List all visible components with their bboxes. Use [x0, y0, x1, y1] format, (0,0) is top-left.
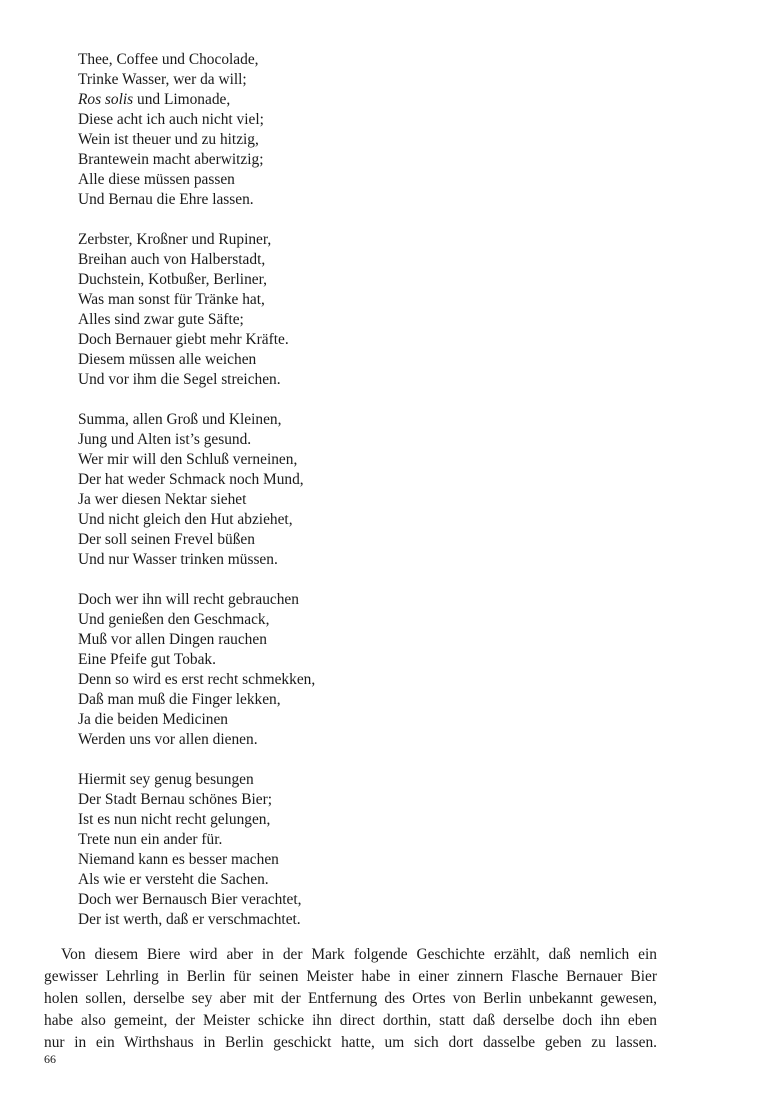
stanza — [78, 410, 678, 570]
poem-line: Brantewein macht aberwitzig; — [78, 151, 264, 168]
poem-line: Ist es nun nicht recht gelungen, — [78, 811, 271, 828]
poem-line: Und nur Wasser trinken müssen. — [78, 551, 278, 568]
poem-line: Werden uns vor allen dienen. — [78, 731, 258, 748]
poem-line: Der Stadt Bernau schönes Bier; — [78, 791, 273, 808]
stanza — [78, 50, 678, 210]
poem-line: Summa, allen Groß und Kleinen, — [78, 411, 282, 428]
prose-line: nur in ein Wirthshaus in Berlin geschickt hatte, um sich dort dasselbe geben zu lassen. — [44, 1034, 657, 1051]
poem-line: Alles sind zwar gute Säfte; — [78, 311, 244, 328]
poem-line: Diesem müssen alle weichen — [78, 351, 257, 368]
poem-line — [78, 90, 678, 110]
poem-line: Wer mir will den Schluß verneinen, — [78, 451, 298, 468]
poem-line: Alle diese müssen passen — [78, 171, 235, 188]
poem-line: Der hat weder Schmack noch Mund, — [78, 471, 304, 488]
poem-line: Und nicht gleich den Hut abziehet, — [78, 511, 293, 528]
poem-line: Doch Bernauer giebt mehr Kräfte. — [78, 331, 289, 348]
prose-line: holen sollen, derselbe sey aber mit der Entfernung des Ortes von Berlin unbekannt gewesen, — [44, 990, 657, 1007]
poem-line: Muß vor allen Dingen rauchen — [78, 631, 267, 648]
poem-line: Ja die beiden Medicinen — [78, 711, 229, 728]
poem-line: Der ist werth, daß er verschmachtet. — [78, 911, 301, 928]
poem-line: Als wie er versteht die Sachen. — [78, 871, 269, 888]
poem-line: Breihan auch von Halberstadt, — [78, 251, 266, 268]
poem-line: Denn so wird es erst recht schmekken, — [78, 671, 316, 688]
poem-line: Und Bernau die Ehre lassen. — [78, 191, 254, 208]
poem-line: Niemand kann es besser machen — [78, 851, 279, 868]
poem-line: Doch wer Bernausch Bier verachtet, — [78, 891, 302, 908]
poem-line: Daß man muß die Finger lekken, — [78, 691, 281, 708]
poem-line: Wein ist theuer und zu hitzig, — [78, 131, 259, 148]
prose-line: gewisser Lehrling in Berlin für seinen Meister habe in einer zinnern Flasche Bernauer Bier — [44, 968, 657, 985]
latin-term: Ros solis — [78, 91, 134, 108]
stanza — [78, 230, 678, 390]
poem-line: Was man sonst für Tränke hat, — [78, 291, 265, 308]
poem-line: Und genießen den Geschmack, — [78, 611, 270, 628]
poem-line: Jung und Alten ist’s gesund. — [78, 431, 252, 448]
poem-line: Doch wer ihn will recht gebrauchen — [78, 591, 299, 608]
poem-line: Trinke Wasser, wer da will; — [78, 71, 247, 88]
poem-line: Diese acht ich auch nicht viel; — [78, 111, 264, 128]
prose-paragraph — [44, 944, 657, 1054]
poem-line: Trete nun ein ander für. — [78, 831, 223, 848]
poem-line: Duchstein, Kotbußer, Berliner, — [78, 271, 267, 288]
prose-line: habe also gemeint, der Meister schicke ihn direct dorthin, statt daß derselbe doch ihn eben — [44, 1012, 657, 1029]
poem-line: Zerbster, Kroßner und Rupiner, — [78, 231, 272, 248]
page-number: 66 — [44, 1052, 56, 1066]
poem-line: Hiermit sey genug besungen — [78, 771, 254, 788]
stanza — [78, 590, 678, 750]
poem — [78, 50, 678, 950]
poem-line: Thee, Coffee und Chocolade, — [78, 51, 259, 68]
stanza — [78, 770, 678, 930]
poem-line: Eine Pfeife gut Tobak. — [78, 651, 216, 668]
poem-line: Ja wer diesen Nektar siehet — [78, 491, 247, 508]
prose-line: Von diesem Biere wird aber in der Mark folgende Geschichte erzählt, daß nemlich ein — [61, 946, 657, 963]
poem-line-rest: und Limonade, — [133, 91, 231, 108]
poem-line: Und vor ihm die Segel streichen. — [78, 371, 281, 388]
poem-line: Der soll seinen Frevel büßen — [78, 531, 255, 548]
